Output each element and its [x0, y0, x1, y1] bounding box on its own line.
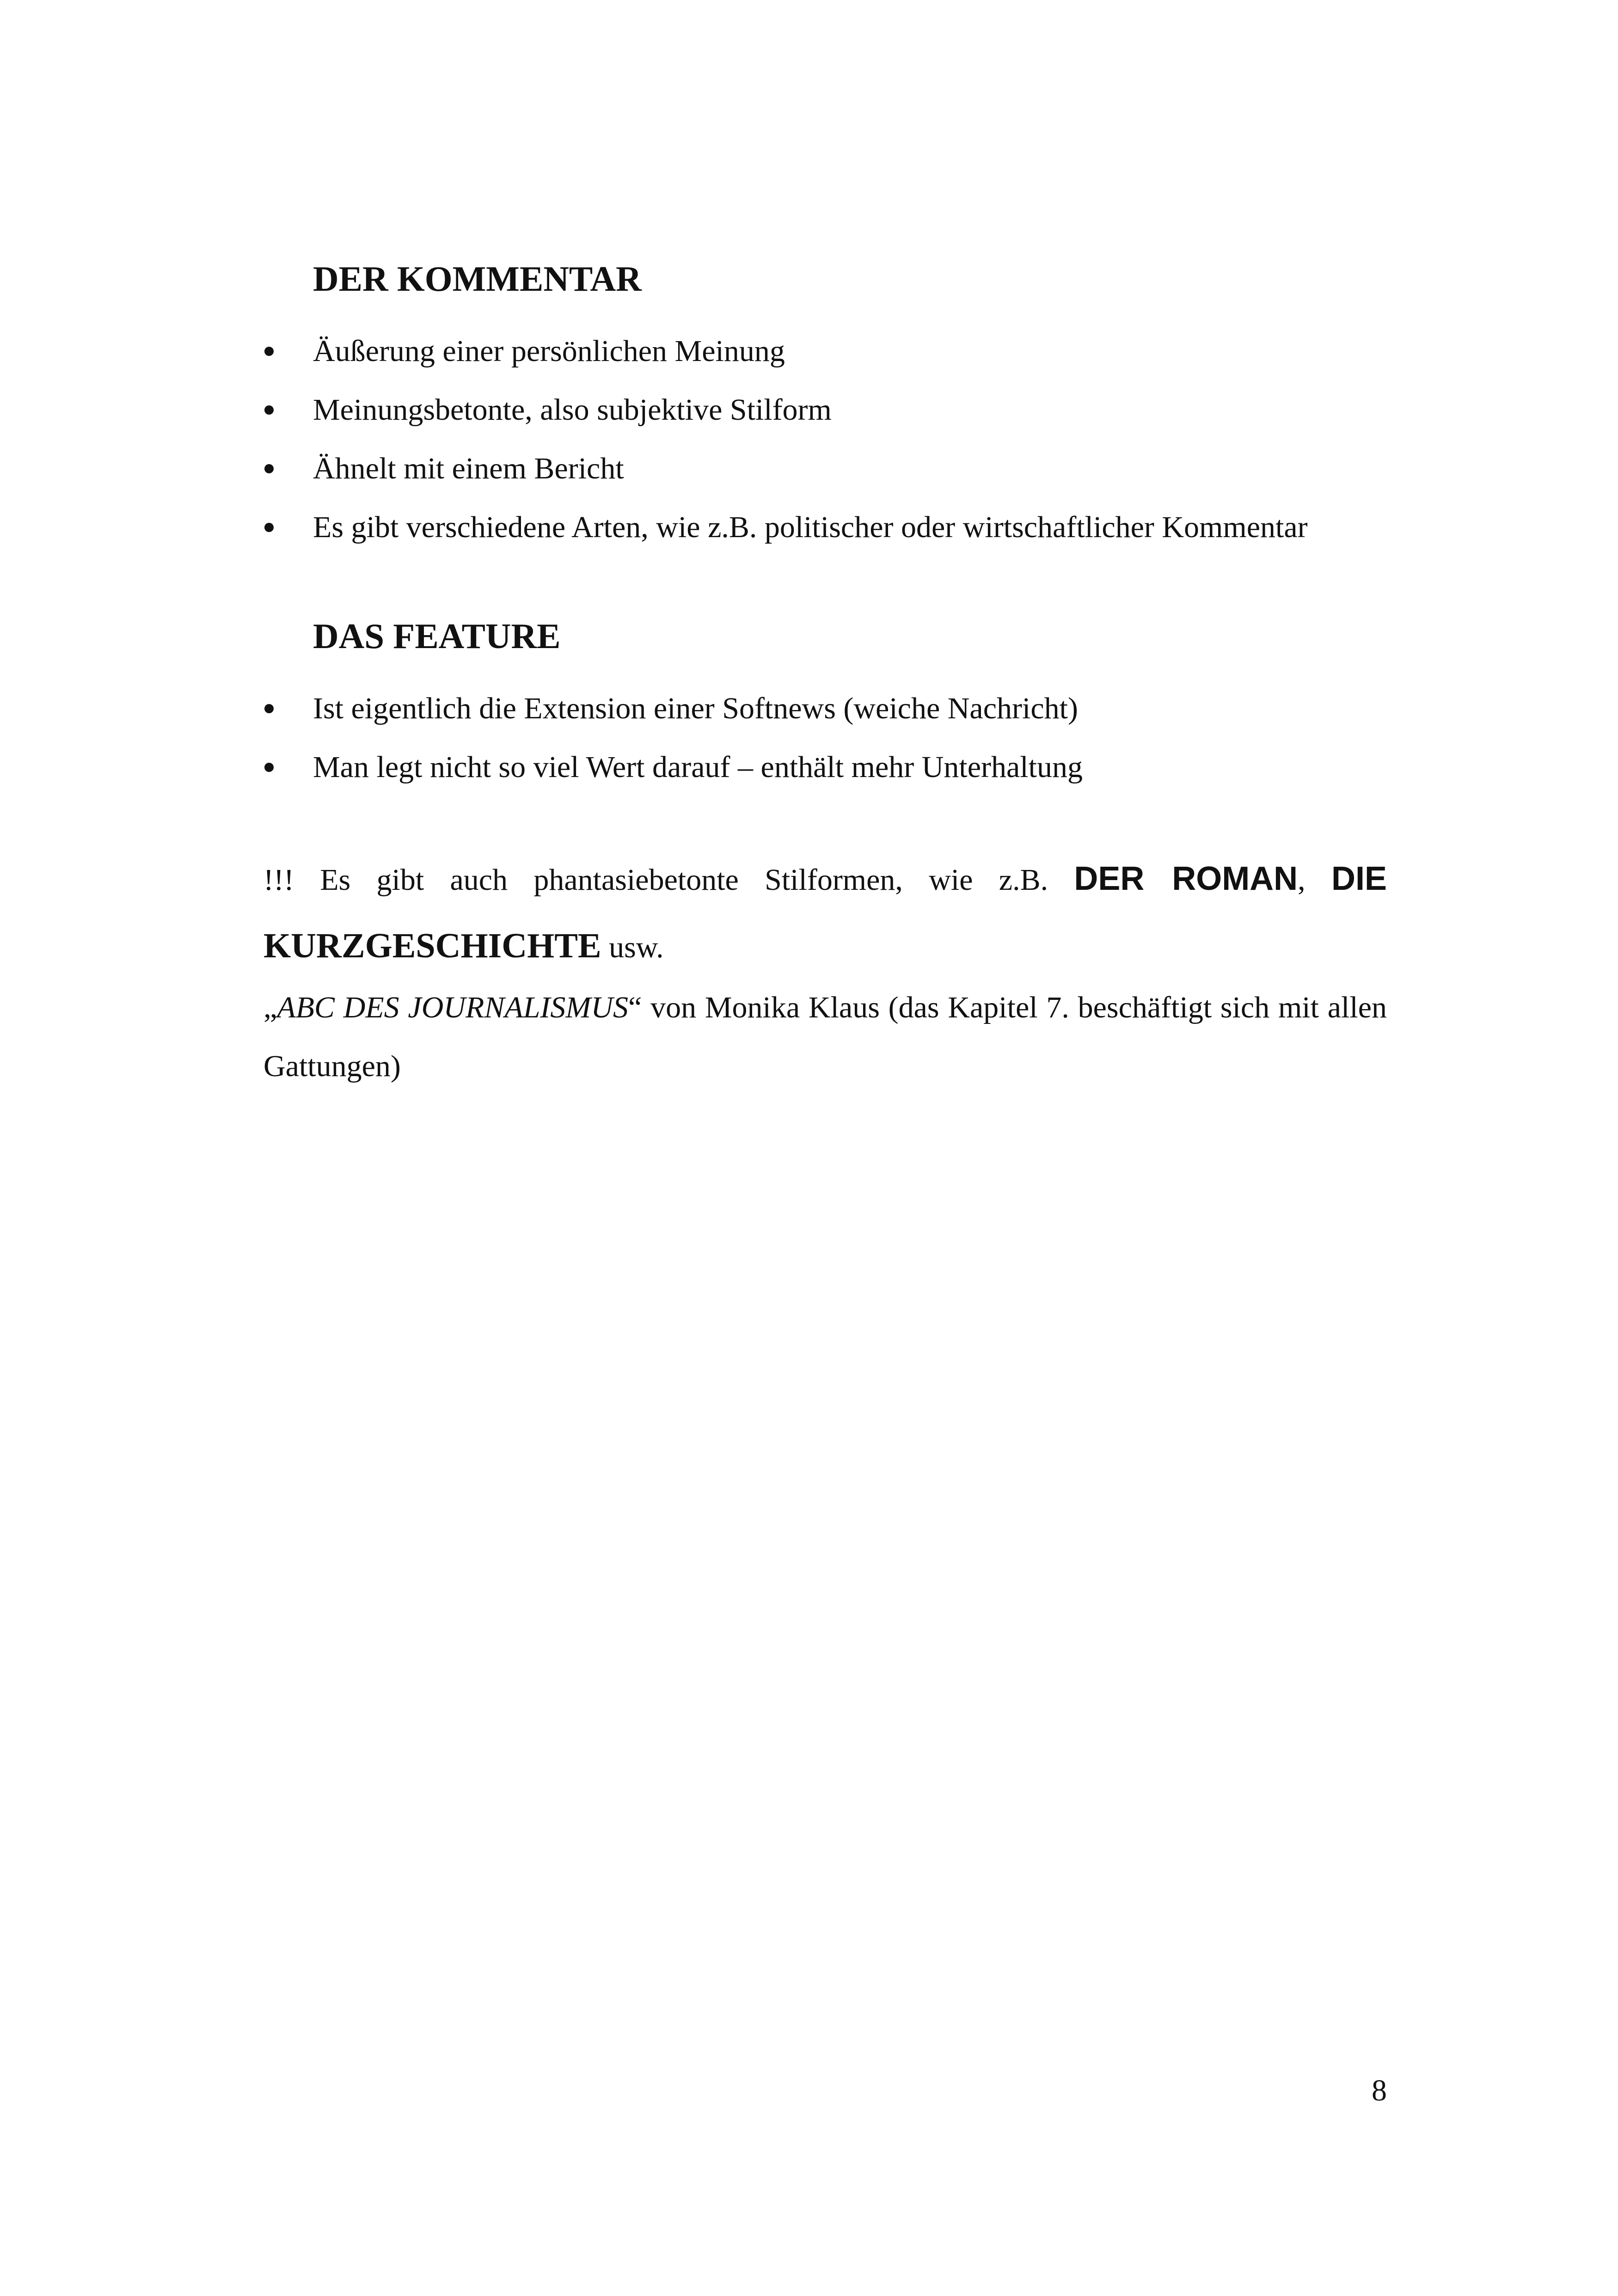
open-quote: „ [264, 991, 277, 1024]
list-item [264, 738, 1387, 796]
bullet-list [264, 679, 1387, 796]
bullet-icon [264, 763, 274, 772]
page-number: 8 [1372, 2074, 1387, 2107]
section-kommentar [264, 261, 1387, 557]
note-intro: !!! Es gibt auch phantasiebetonte Stilformen, wie z.B. [264, 863, 1074, 897]
list-item-text: Man legt nicht so viel Wert darauf – enthält mehr Unterhaltung [313, 750, 1083, 784]
list-item-text: Ähnelt mit einem Bericht [313, 452, 624, 485]
term-roman: DER ROMAN [1074, 860, 1298, 897]
list-item-text: Ist eigentlich die Extension einer Softnews (weiche Nachricht) [313, 692, 1078, 725]
list-item-text: Äußerung einer persönlichen Meinung [313, 334, 785, 368]
list-item-text: Es gibt verschiedene Arten, wie z.B. politischer oder wirtschaftlicher Kommentar [313, 510, 1308, 544]
book-title: ABC DES JOURNALISMUS [277, 991, 629, 1024]
note-outro: usw. [601, 931, 664, 964]
bullet-icon [264, 523, 274, 532]
term-kurzgeschichte: KURZGESCHICHTE [264, 926, 601, 965]
list-item [264, 679, 1387, 738]
note-paragraph [264, 846, 1387, 980]
bullet-icon [264, 704, 274, 713]
list-item [264, 322, 1387, 380]
section-heading: DAS FEATURE [313, 616, 561, 656]
reference-text: von Monika Klaus (das Kapitel 7. beschäftigt sich mit allen Gattungen) [264, 991, 1387, 1083]
note-separator: , [1298, 863, 1331, 897]
list-item-text: Meinungsbetonte, also subjektive Stilform [313, 393, 832, 427]
reference-paragraph [264, 978, 1387, 1096]
list-item [264, 439, 1387, 498]
term-die: DIE [1331, 860, 1387, 897]
list-item [264, 380, 1387, 439]
bullet-icon [264, 464, 274, 473]
bullet-list [264, 322, 1387, 557]
close-quote: “ [628, 991, 642, 1024]
list-item [264, 498, 1387, 557]
bullet-icon [264, 347, 274, 356]
bullet-icon [264, 405, 274, 415]
section-heading: DER KOMMENTAR [313, 259, 642, 299]
section-feature [264, 618, 1387, 796]
